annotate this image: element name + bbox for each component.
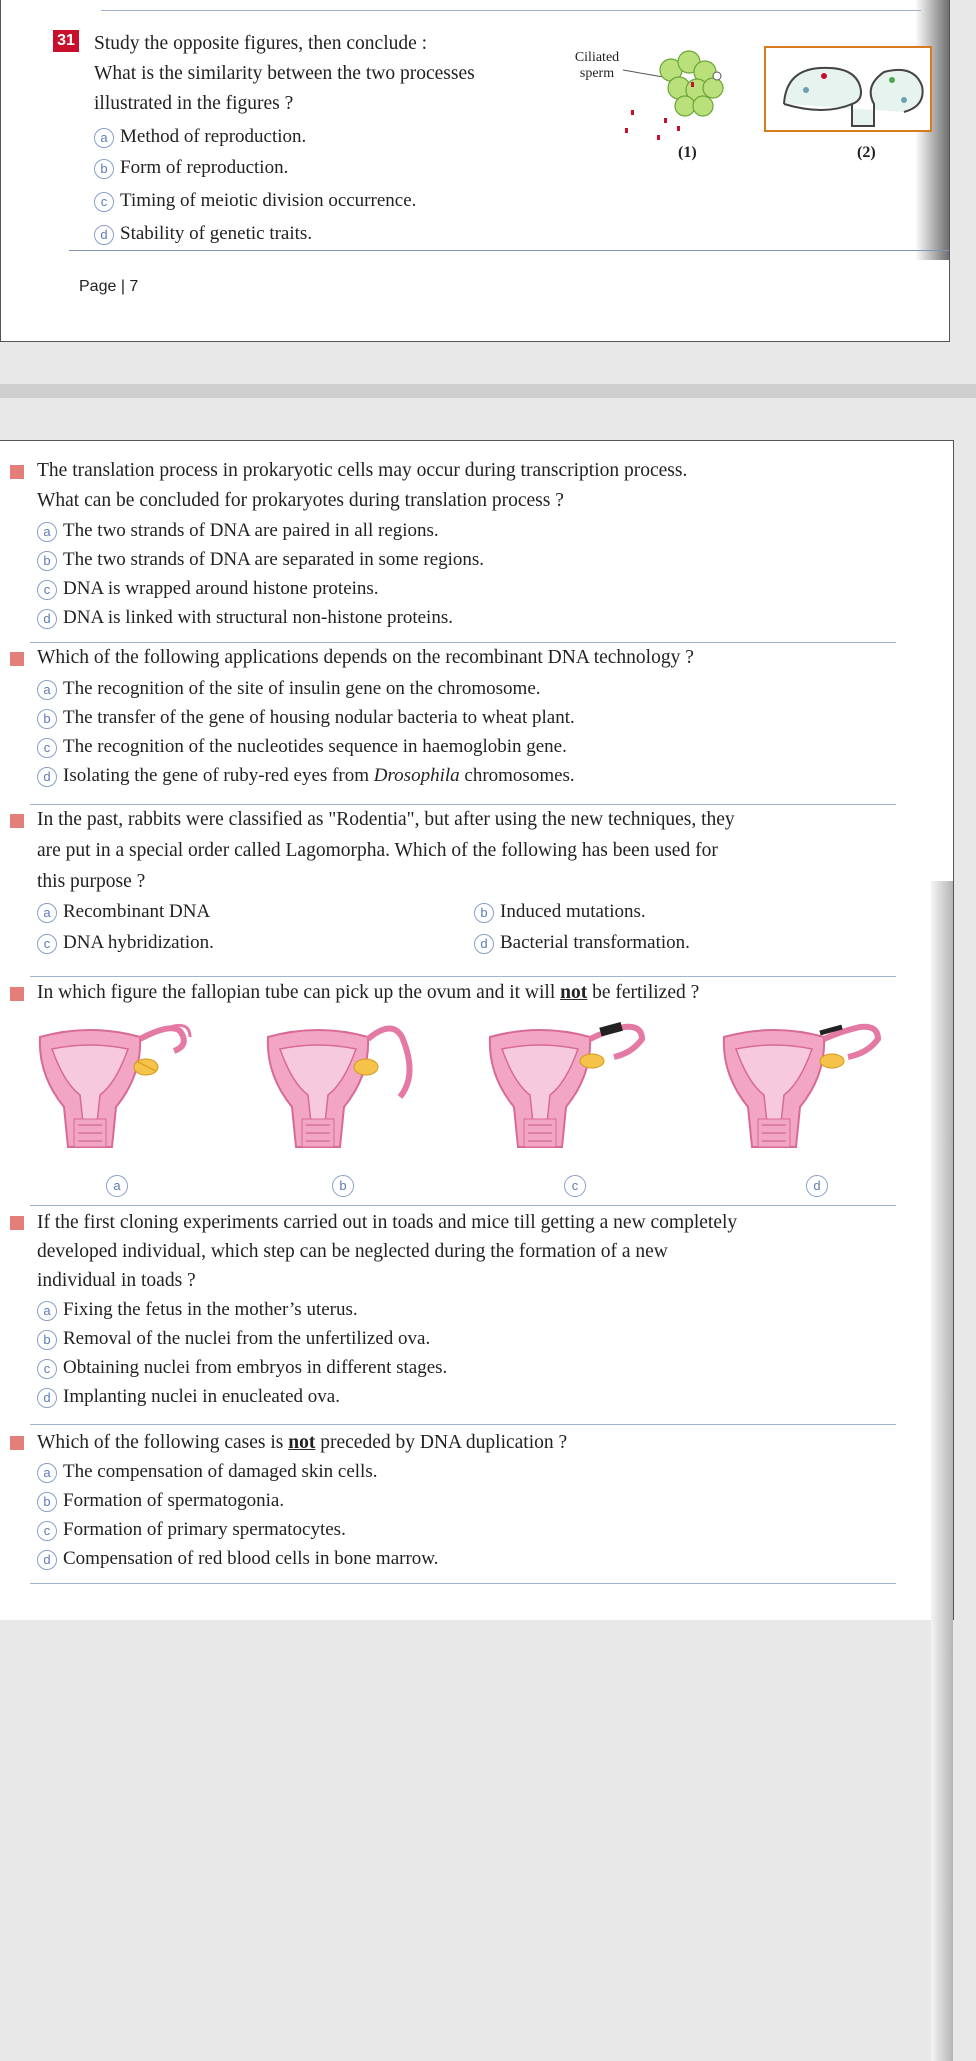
option-letter: a [37,903,57,923]
option-letter: d [37,609,57,629]
q3-option-c[interactable] [37,928,214,957]
option-text: Bacterial transformation. [500,932,690,953]
q3-option-d[interactable] [474,928,690,957]
option-text: Implanting nuclei in enucleated ova. [63,1386,340,1407]
q6-option-d[interactable] [37,1544,439,1573]
figure-option-d[interactable]: d [806,1175,828,1197]
option-text: DNA is wrapped around histone proteins. [63,578,379,599]
option-text: Recombinant DNA [63,901,211,922]
option-text: Stability of genetic traits. [120,223,313,244]
option-a[interactable] [94,122,306,151]
q1-option-b[interactable] [37,545,484,574]
option-letter: a [37,1463,57,1483]
option-letter: d [94,225,114,245]
page-gap [0,384,976,398]
option-letter: d [37,1388,57,1408]
q1-option-d[interactable] [37,603,453,632]
question-separator [30,976,896,977]
option-letter: b [37,1492,57,1512]
option-text: chromosomes. [459,765,575,786]
question-marker [10,1436,24,1450]
option-letter: a [37,1301,57,1321]
option-text: Removal of the nuclei from the unfertilized ova. [63,1328,431,1349]
option-letter: b [474,903,494,923]
question-31-underline [69,250,949,251]
question-31-line-2: What is the similarity between the two processes [94,63,475,84]
q6-emphasis: not [288,1432,316,1453]
q5-line-3: individual in toads ? [37,1270,196,1291]
q1-line-2: What can be concluded for prokaryotes during translation process ? [37,490,564,511]
q6-option-b[interactable] [37,1486,284,1515]
option-letter: d [37,1550,57,1570]
q6-option-c[interactable] [37,1515,346,1544]
option-letter: b [37,709,57,729]
option-b[interactable] [94,153,288,182]
option-text: The recognition of the nucleotides sequence in haemoglobin gene. [63,736,567,757]
option-text: DNA hybridization. [63,932,214,953]
option-text: Induced mutations. [500,901,646,922]
option-letter: c [37,580,57,600]
option-letter: b [37,1330,57,1350]
option-letter: c [37,1521,57,1541]
page-7-fragment [0,0,950,342]
option-letter: d [37,767,57,787]
option-letter: c [37,1359,57,1379]
q3-option-b[interactable] [474,897,646,926]
page-edge-shadow [931,881,953,2061]
question-separator [30,1583,896,1584]
figure-2-illustration [764,46,932,132]
q5-option-d[interactable] [37,1382,340,1411]
question-marker [10,1216,24,1230]
option-text: DNA is linked with structural non-histone proteins. [63,607,453,628]
q4-emphasis: not [560,982,588,1003]
option-text: The recognition of the site of insulin gene on the chromosome. [63,678,541,699]
q5-option-a[interactable] [37,1295,358,1324]
option-text: The compensation of damaged skin cells. [63,1461,378,1482]
option-letter: d [474,934,494,954]
q5-line-2: developed individual, which step can be neglected during the formation of a new [37,1241,668,1262]
option-text: Obtaining nuclei from embryos in different stages. [63,1357,448,1378]
option-text: The two strands of DNA are paired in all regions. [63,520,439,541]
option-letter: c [37,934,57,954]
top-separator [101,10,921,11]
q6-text: preceded by DNA duplication ? [315,1432,568,1453]
figure-1-illustration [561,40,761,150]
option-text: Isolating the gene of ruby-red eyes from [63,765,374,786]
question-number-badge: 31 [53,30,79,52]
q5-option-c[interactable] [37,1353,447,1382]
uterus-figures [30,1021,900,1156]
page-8 [0,440,954,1620]
option-c[interactable] [94,186,416,215]
q3-line-3: this purpose ? [37,871,146,892]
option-text: Method of reproduction. [120,126,307,147]
q4-text: be fertilized ? [587,982,700,1003]
question-marker [10,465,24,479]
option-letter: b [37,551,57,571]
option-text: The two strands of DNA are separated in some regions. [63,549,485,570]
option-text-italic: Drosophila [373,765,460,786]
q3-option-a[interactable] [37,897,210,926]
q6-text: Which of the following cases is [37,1432,289,1453]
option-text: Formation of spermatogonia. [63,1490,285,1511]
option-letter: a [37,680,57,700]
option-text: Fixing the fetus in the mother’s uterus. [63,1299,358,1320]
option-letter: b [94,159,114,179]
question-marker [10,987,24,1001]
q2-option-a[interactable] [37,674,541,703]
question-separator [30,1424,896,1425]
question-marker [10,652,24,666]
question-31-line-3: illustrated in the figures ? [94,93,294,114]
q4-line-1 [37,978,699,1008]
q1-option-c[interactable] [37,574,379,603]
option-text: Form of reproduction. [120,157,289,178]
q2-line-1: Which of the following applications depends on the recombinant DNA technology ? [37,647,694,668]
option-text: The transfer of the gene of housing nodular bacteria to wheat plant. [63,707,575,728]
option-text: Timing of meiotic division occurrence. [120,190,417,211]
question-marker [10,814,24,828]
figure-1-caption: (1) [678,144,697,161]
option-text: Formation of primary spermatocytes. [63,1519,346,1540]
question-separator [30,1205,896,1206]
figure-2-caption: (2) [857,144,876,161]
figure-option-a[interactable]: a [106,1175,128,1197]
option-text: Compensation of red blood cells in bone marrow. [63,1548,439,1569]
q2-option-b[interactable] [37,703,575,732]
q6-option-a[interactable] [37,1457,377,1486]
q6-line-1 [37,1428,567,1458]
q3-line-2: are put in a special order called Lagomorpha. Which of the following has been used for [37,840,718,861]
q3-line-1: In the past, rabbits were classified as "Rodentia", but after using the new techniques, they [37,809,735,830]
ciliated-sperm-label: Ciliated sperm [574,50,620,81]
q1-line-1: The translation process in prokaryotic cells may occur during transcription process. [37,460,688,481]
q2-option-c[interactable] [37,732,567,761]
page-number: Page | 7 [79,278,139,295]
q1-option-a[interactable] [37,516,439,545]
q4-text: In which figure the fallopian tube can pick up the ovum and it will [37,982,561,1003]
option-letter: a [94,128,114,148]
option-d[interactable] [94,219,312,248]
option-letter: a [37,522,57,542]
q5-line-1: If the first cloning experiments carried out in toads and mice till getting a new completely [37,1212,738,1233]
q2-option-d[interactable] [37,761,575,790]
q5-option-b[interactable] [37,1324,430,1353]
option-letter: c [94,192,114,212]
figure-option-c[interactable]: c [564,1175,586,1197]
question-31-line-1: Study the opposite figures, then conclude : [94,33,428,54]
figure-option-b[interactable]: b [332,1175,354,1197]
option-letter: c [37,738,57,758]
